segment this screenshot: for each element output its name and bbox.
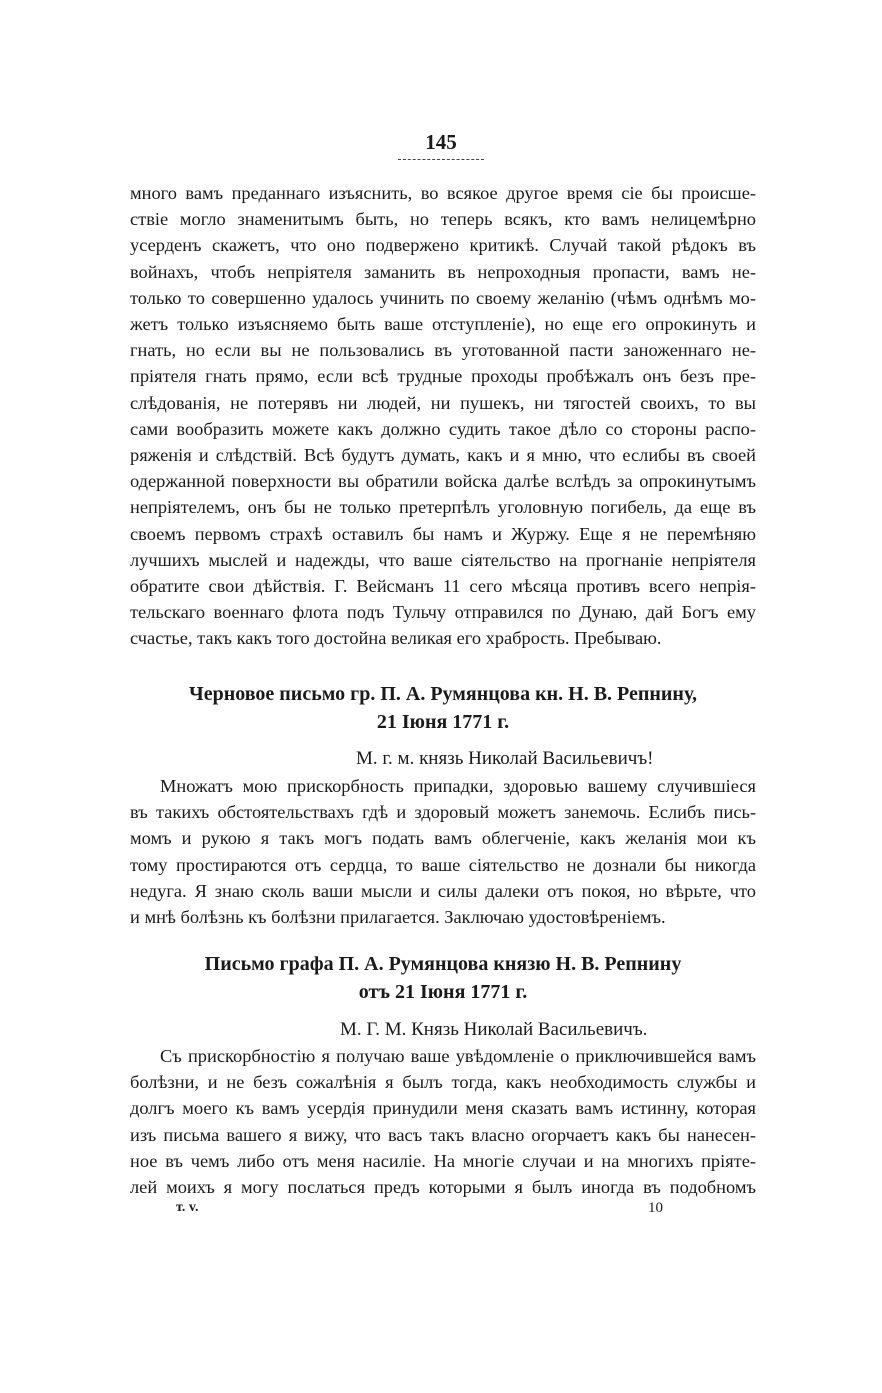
heading-letter <box>130 950 756 1006</box>
paragraph-1-line: тельскаго военнаго флота подъ Тульчу отправился по Дунаю, дай Богъ ему <box>130 602 756 623</box>
paragraph-3-line: изъ письма вашего я вижу, что васъ такъ власно огорчаетъ какъ бы нанесен- <box>130 1124 756 1145</box>
paragraph-1-line: лучшихъ мыслей и надежды, что ваше сiятельство на прогнанiе непрiятеля <box>130 549 756 570</box>
paragraph-1-line: ряженiя и слѣдствiй. Всѣ будутъ думать, какъ и я мню, что еслибы въ своей <box>130 445 756 466</box>
salutation-2: М. Г. М. Князь Николай Васильевичъ. <box>340 1019 648 1040</box>
paragraph-1 <box>130 180 756 652</box>
paragraph-2-line: и мнѣ болѣзнь къ болѣзни прилагается. Заключаю удостовѣренiемъ. <box>130 907 666 928</box>
volume-signature: т. v. <box>176 1200 199 1215</box>
heading-1-line-2: 21 Iюня 1771 г. <box>376 711 510 733</box>
paragraph-1-line: непрiятелемъ, онъ бы не только претерпѣлъ уголовную погибель, да еще въ <box>130 497 756 518</box>
paragraph-3-line: лей моихъ я могу послаться предъ которыми я былъ иногда въ подобномъ <box>130 1177 756 1198</box>
paragraph-3-line: ное въ чемъ либо отъ меня насилiе. На многiе случаи и на многихъ прiяте- <box>130 1150 756 1171</box>
heading-draft-letter <box>130 680 756 736</box>
page-number-rule <box>398 159 484 160</box>
paragraph-1-line: счастье, такъ какъ того достойна великая его храбрость. Пребываю. <box>130 628 662 649</box>
paragraph-1-line: ствiе могло знаменитымъ быть, но теперь всякъ, кто вамъ нелицемѣрно <box>130 209 756 230</box>
paragraph-1-line: гнать, но если вы не пользовались въ уготованной пасти заноженнаго не- <box>130 340 756 361</box>
paragraph-1-line: усерденъ скажетъ, что оно подвержено критикѣ. Случай такой рѣдокъ въ <box>130 235 756 256</box>
heading-2-line-2: отъ 21 Iюня 1771 г. <box>358 981 528 1003</box>
paragraph-1-line: сами вообразить можете какъ должно судить такое дѣло со стороны распо- <box>130 418 756 439</box>
page-number: 145 <box>425 130 457 154</box>
paragraph-2-line: въ такихъ обстоятельствахъ гдѣ и здоровый можетъ занемочь. Еслибъ пись- <box>130 802 756 823</box>
paragraph-3 <box>130 1043 756 1200</box>
paragraph-1-line: только то совершенно удалось учинить по своему желанiю (чѣмъ однѣмъ мо- <box>130 287 756 308</box>
paragraph-2-line: тому простираются отъ сердца, то ваше сiятельство не дознали бы никогда <box>130 854 756 875</box>
paragraph-3-line: долгъ моего къ вамъ усердiя принудили меня сказать вамъ истинну, которая <box>130 1098 756 1119</box>
paragraph-1-line: много вамъ преданнаго изъяснить, во всякое другое время сiе бы происше- <box>130 183 756 203</box>
paragraph-1-line: своемъ первомъ страхѣ оставилъ бы намъ и Журжу. Еще я не перемѣняю <box>130 523 756 544</box>
paragraph-1-line: жетъ только изъясняемо быть ваше отступленiе), но еще его опрокинуть и <box>130 314 756 335</box>
paragraph-2-line: Множатъ мою прискорбность припадки, здоровью вашему случившiеся <box>160 776 756 796</box>
paragraph-2-line: недуга. Я знаю сколь ваши мысли и силы далеки отъ покоя, но вѣрьте, что <box>130 880 756 901</box>
paragraph-2 <box>130 773 756 930</box>
heading-1-line-1: Черновое письмо гр. П. А. Румянцова кн. Н. В. Репнину, <box>189 683 697 705</box>
heading-2-line-1: Письмо графа П. А. Румянцова князю Н. В. Репнину <box>204 953 682 975</box>
paragraph-1-line: обратите свои дѣйствiя. Г. Вейсманъ 11 сего мѣсяца противъ всего непрiя- <box>130 576 756 597</box>
paragraph-1-line: войнахъ, чтобъ непрiятеля заманить въ непроходныя пропасти, вамъ не- <box>130 261 756 282</box>
paragraph-3-line: болѣзни, и не безъ сожалѣнiя я былъ тогда, какъ необходимость службы и <box>130 1072 756 1093</box>
paragraph-1-line: слѣдованiя, не потерявъ ни людей, ни пушекъ, ни тягостей своихъ, то вы <box>130 392 756 413</box>
salutation-1: М. г. м. князь Николай Васильевичъ! <box>356 748 654 769</box>
paragraph-1-line: одержанной поверхности вы обратили войска далѣе вслѣдъ за опрокинутымъ <box>130 471 756 492</box>
sheet-number: 10 <box>648 1200 663 1216</box>
paragraph-3-line: Съ прискорбностiю я получаю ваше увѣдомленiе о приключившейся вамъ <box>160 1046 756 1066</box>
paragraph-1-line: прiятеля гнать прямо, если всѣ трудные проходы пробѣжалъ онъ безъ пре- <box>130 366 756 387</box>
paragraph-2-line: момъ и рукою я такъ могъ подать вамъ облегченiе, какъ желанiя мои къ <box>130 828 756 849</box>
